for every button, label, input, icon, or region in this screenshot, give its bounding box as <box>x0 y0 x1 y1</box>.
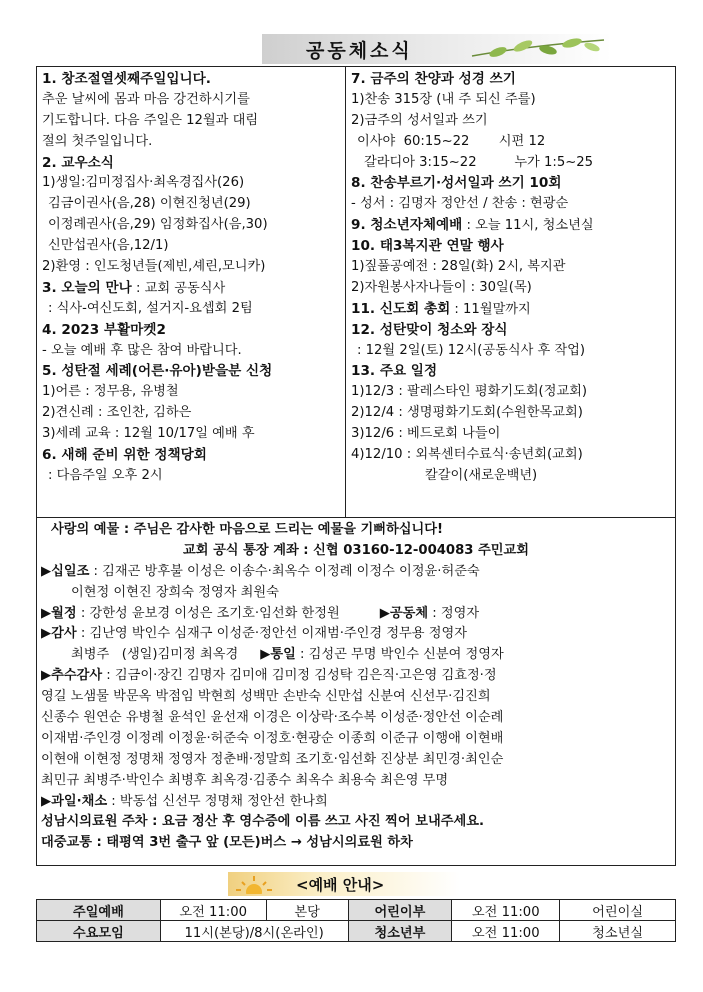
service-name: 어린이부 <box>348 900 452 921</box>
section-1-line: 기도합니다. 다음 주일은 12월과 대림 <box>42 112 259 128</box>
harvest-names: : 김금이·장긴 김명자 김미애 김미정 김성탁 김은직·고은영 김효정·정 <box>102 668 497 684</box>
harvest-names-cont: 이재범·주인경 이정례 이정윤·허준숙 이정호·현광순 이종희 이준규 이행애 이현배 <box>41 730 504 746</box>
section-12-heading: 12. 성탄맞이 청소와 장식 <box>351 321 508 338</box>
section-13-line: 2)12/4 : 생명평화기도회(수원한목교회) <box>351 405 583 421</box>
section-8-heading: 8. 찬송부르기·성서일과 쓰기 10회 <box>351 175 562 192</box>
section-13-line: 4)12/10 : 외복센터수료식·송년회(교회) <box>351 447 583 463</box>
section-1-line: 추운 날씨에 몸과 마음 강건하시기를 <box>42 91 250 107</box>
section-6-heading: 6. 새해 준비 위한 정책당회 <box>42 447 207 464</box>
section-10-heading: 10. 태3복지관 연말 행사 <box>351 238 504 255</box>
section-7-line: 1)찬송 315장 (내 주 되신 주를) <box>351 91 536 107</box>
service-place: 청소년실 <box>560 921 676 942</box>
community-label: ▶공동체 <box>379 605 429 621</box>
section-2-line: 이정례권사(음,29) 임정화집사(음,30) <box>48 217 268 233</box>
section-9-heading: 9. 청소년자체예배 <box>351 217 463 234</box>
section-13-line: 1)12/3 : 팔레스타인 평화기도회(정교회) <box>351 384 588 400</box>
section-11-heading-rest: : 11월말까지 <box>450 301 531 317</box>
sun-icon <box>234 874 274 894</box>
service-time: 오전 11:00 <box>452 900 560 921</box>
section-7-heading: 7. 금주의 찬양과 성경 쓰기 <box>351 71 516 87</box>
service-name: 수요모임 <box>37 921 161 942</box>
offering-box <box>36 518 676 866</box>
worship-schedule-table <box>36 899 676 942</box>
section-9-heading-line <box>351 215 673 236</box>
section-2-line: 2)환영 : 인도청년들(제빈,셰린,모니카) <box>42 259 266 275</box>
thanks-names: : 김난영 박인수 심재구 이성준·정안선 이재범·주인경 정무용 정영자 <box>76 626 467 642</box>
section-10-line: 2)자원봉사자나들이 : 30일(목) <box>351 279 532 295</box>
section-5-heading: 5. 성탄절 세례(어른·유아)받을분 신청 <box>42 363 273 380</box>
section-7-line: 2)금주의 성서일과 쓰기 <box>351 112 488 128</box>
section-5-line: 1)어른 : 정무용, 유병철 <box>42 384 179 400</box>
section-2-line: 1)생일:김미정집사·최옥경집사(26) <box>42 175 245 191</box>
column-divider <box>345 67 346 517</box>
section-13-heading: 13. 주요 일정 <box>351 363 438 380</box>
section-13-line: 칼갈이(새로운백년) <box>425 467 538 483</box>
right-column <box>351 69 673 487</box>
title-banner <box>262 34 612 64</box>
tithe-names-cont: 이현정 이현진 장희숙 정영자 최원숙 <box>71 584 279 600</box>
community-names: : 정영자 <box>428 605 480 621</box>
harvest-names-cont: 영길 노샘물 박문옥 박점임 박현희 성백만 손반숙 신만섭 신분여 신선무·김진희 <box>41 689 491 705</box>
harvest-names-cont: 최민규 최병주·박인수 최병후 최옥경·김종수 최옥수 최용숙 최은영 무명 <box>41 772 449 788</box>
section-10-line: 1)짚풀공예전 : 28일(화) 2시, 복지관 <box>351 259 566 275</box>
monthly-names: : 강한성 윤보경 이성은 조기호·임선화 한정원 <box>76 605 340 621</box>
section-1-heading: 1. 창조절열셋째주일입니다. <box>42 71 211 87</box>
thanks-unity-line <box>41 645 671 666</box>
news-box <box>36 66 676 518</box>
page-title: 공동체소식 <box>306 40 413 62</box>
section-11-heading: 11. 신도회 총회 <box>351 300 451 317</box>
bank-account: 교회 공식 통장 계좌 : 신협 03160-12-004083 주민교회 <box>183 542 529 558</box>
unity-label: ▶통일 <box>260 647 296 663</box>
tithe-label: ▶십일조 <box>41 563 90 579</box>
tithe-names: : 김재곤 방후불 이성은 이송수·최옥수 이정례 이정수 이정윤·허준숙 <box>89 563 480 579</box>
section-4-heading: 4. 2023 부활마켓2 <box>42 321 166 338</box>
section-3-heading-line <box>42 278 342 299</box>
unity-names: : 김성곤 무명 박인수 신분여 정영자 <box>295 647 504 663</box>
harvest-names-cont: 이현애 이현정 정명채 정영자 정춘배·정말희 조기호·임선화 진상분 최민경·최인순 <box>41 751 504 767</box>
offering-list <box>41 520 671 854</box>
thanks-line <box>41 624 671 645</box>
service-time: 오전 11:00 <box>452 921 560 942</box>
harvest-label: ▶추수감사 <box>41 668 103 684</box>
fruit-line <box>41 792 671 813</box>
harvest-line <box>41 666 671 687</box>
section-2-heading: 2. 교우소식 <box>42 154 114 171</box>
left-column <box>42 69 342 487</box>
service-place: 본당 <box>266 900 348 921</box>
section-3-heading: 3. 오늘의 만나 <box>42 279 132 296</box>
monthly-label: ▶월정 <box>41 605 77 621</box>
fruit-label: ▶과일·채소 <box>41 793 108 809</box>
transit-notice: 대중교통 : 태평역 3번 출구 앞 (모든)버스 → 성남시의료원 하차 <box>41 835 413 851</box>
service-name: 청소년부 <box>348 921 452 942</box>
section-2-line: 김금이권사(음,28) 이현진청년(29) <box>48 196 251 212</box>
section-3-heading-rest: : 교회 공동식사 <box>131 280 226 296</box>
section-2-line: 신만섭권사(음,12/1) <box>48 238 169 254</box>
section-7-line: 이사야 60:15~22 시편 12 <box>357 133 546 149</box>
section-12-line: : 12월 2일(토) 12시(공동식사 후 작업) <box>357 342 586 358</box>
leaf-branch-icon <box>468 36 608 62</box>
harvest-names-cont: 신종수 원연순 유병철 윤석인 윤선재 이경은 이상락·조수복 이성준·정안선 이순례 <box>41 710 504 726</box>
parking-notice: 성남시의료원 주차 : 요금 정산 후 영수증에 이름 쓰고 사진 찍어 보내주세요. <box>41 814 484 830</box>
monthly-line <box>41 604 671 625</box>
section-8-line: - 성서 : 김명자 정안선 / 찬송 : 현광순 <box>351 196 569 212</box>
thanks-names-cont: 최병주 (생일)김미정 최옥경 <box>71 647 239 663</box>
service-time: 오전 11:00 <box>160 900 266 921</box>
fruit-names: : 박동섭 신선무 정명채 정안선 한나희 <box>107 793 328 809</box>
section-5-line: 3)세례 교육 : 12월 10/17일 예배 후 <box>42 426 255 442</box>
section-5-line: 2)견신례 : 조인찬, 김하은 <box>42 405 192 421</box>
section-13-line: 3)12/6 : 베드로회 나들이 <box>351 426 501 442</box>
thanks-label: ▶감사 <box>41 626 77 642</box>
section-3-line: : 식사-여신도회, 설거지-요셉회 2팀 <box>48 300 253 316</box>
offering-intro: 사랑의 예물 : 주님은 감사한 마음으로 드리는 예물을 기뻐하십니다! <box>51 522 443 537</box>
section-7-line: 갈라디아 3:15~22 누가 1:5~25 <box>364 154 594 170</box>
worship-banner <box>228 872 460 896</box>
table-row <box>37 921 676 942</box>
service-place: 어린이실 <box>560 900 676 921</box>
section-4-line: - 오늘 예배 후 많은 참여 바랍니다. <box>42 342 242 358</box>
tithe-line <box>41 562 671 583</box>
table-row <box>37 900 676 921</box>
worship-title: <예배 안내> <box>296 876 385 894</box>
service-time: 11시(본당)/8시(온라인) <box>160 921 348 942</box>
section-11-heading-line <box>351 299 673 320</box>
section-9-heading-rest: : 오늘 11시, 청소년실 <box>462 218 594 234</box>
section-1-line: 절의 첫주일입니다. <box>42 133 153 149</box>
section-6-line: : 다음주일 오후 2시 <box>48 467 163 483</box>
service-name: 주일예배 <box>37 900 161 921</box>
